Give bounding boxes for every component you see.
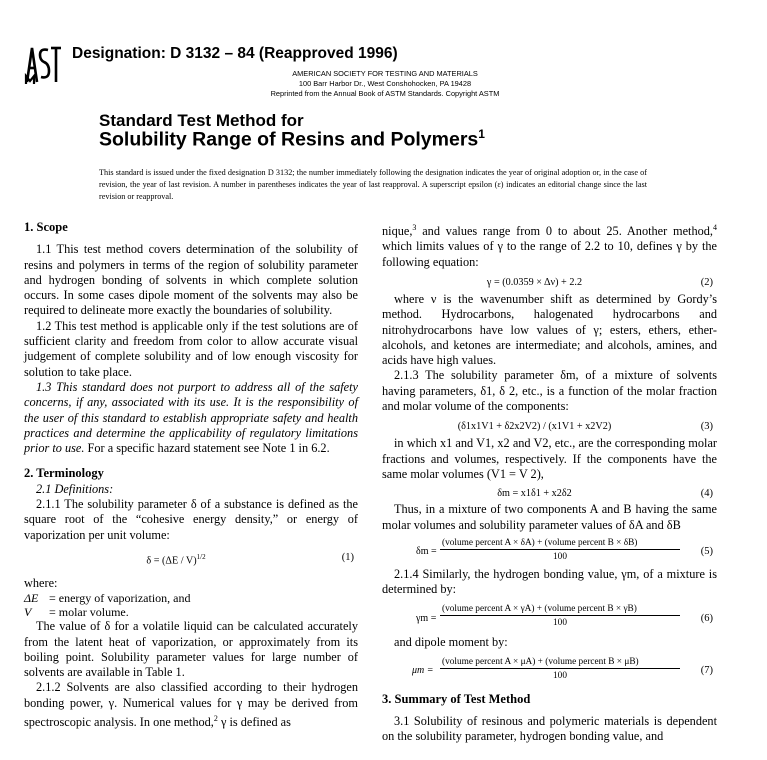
para-value: The value of δ for a volatile liquid can be calculated accurately from the latent heat of vaporization, or approximately from its boiling point. Solubility parameter values for large number of solvents are available in Table 1. — [24, 619, 358, 680]
equation-5-number: (5) — [700, 545, 713, 557]
para-2-1-2-text: 2.1.2 Solvents are also classified according to their hydrogen bonding power, γ. Numerical values for γ may be derived from spectroscopic analysis. In one method, — [24, 680, 358, 730]
title-footnote-mark: 1 — [478, 127, 485, 141]
definition-delta-e — [24, 591, 358, 605]
para-2-1-2 — [24, 680, 358, 730]
designation: Designation: D 3132 – 84 (Reapproved 1996) — [72, 45, 398, 62]
para-2-1-1: 2.1.1 The solubility parameter δ of a substance is defined as the square root of the “cohesive energy density,” or energy of vaporization per unit volume: — [24, 497, 358, 542]
definition-v — [24, 605, 358, 619]
para-1-3 — [24, 380, 358, 456]
equation-6-numerator: (volume percent A × γA) + (volume percent B × γB) — [442, 604, 637, 615]
left-column — [24, 220, 358, 730]
where-label: where: — [24, 575, 58, 590]
para-molar-fractions: in which x1 and V1, x2 and V2, etc., are the corresponding molar fractions and volumes, respectively. If the components have the same molar volumes (V1 = V 2), — [382, 436, 717, 481]
equation-4-body: δm = x1δ1 + x2δ2 — [497, 488, 572, 500]
terminology-heading: 2. Terminology — [24, 466, 104, 481]
para-2-1-4: 2.1.4 Similarly, the hydrogen bonding value, γm, of a mixture is determined by: — [382, 566, 717, 597]
equation-3 — [382, 414, 717, 436]
para-1-2: 1.2 This test method is applicable only if the test solutions are of sufficient clarity and freedom from color to allow accurate visual judgement of complete solubility and of low enough viscosity for solution to take place. — [24, 318, 358, 379]
equation-6-denominator: 100 — [553, 618, 567, 629]
para-3-1: 3.1 Solubility of resinous and polymeric materials is dependent on the solubility parameter, hydrogen bonding value, and — [382, 714, 717, 744]
continued-text-c: which limits values of γ to the range of 2.2 to 10, defines γ by the following equation: — [382, 239, 717, 269]
equation-4-number: (4) — [700, 488, 713, 500]
equation-3-body: (δ1x1V1 + δ2x2V2) / (x1V1 + x2V2) — [457, 421, 612, 433]
footnote-2-mark: 2 — [213, 714, 218, 724]
equation-1-body: δ = (ΔE / V) — [146, 555, 197, 567]
equation-4 — [382, 482, 717, 502]
equation-7-number: (7) — [700, 664, 713, 676]
para-2-1-2-tail: γ is defined as — [217, 715, 291, 730]
summary-heading: 3. Summary of Test Method — [382, 691, 531, 706]
para-mixture: Thus, in a mixture of two components A and B having the same molar volumes and solubility parameter values of δA and δB — [382, 502, 717, 532]
equation-5-lhs: δm = — [416, 545, 437, 557]
para-gamma-classes: where ν is the wavenumber shift as determined by Gordy’s method. Hydrocarbons, halogenated hydrocarbons and nitrohydrocarbons have low values of γ; esters, ethers, ether-alcohols, and ketones are intermediate; and alcohols, amines, and acids have high values. — [382, 291, 717, 368]
para-1-3-tail: For a specific hazard statement see Note 1 in 6.2. — [84, 441, 330, 456]
astm-logo — [24, 42, 64, 86]
equation-2 — [382, 270, 717, 292]
reprint-note: Reprinted from the Annual Book of ASTM Standards. Copyright ASTM — [270, 89, 500, 98]
title-line-1: Standard Test Method for — [99, 111, 304, 130]
equation-2-number: (2) — [700, 276, 713, 288]
para-dipole: and dipole moment by: — [394, 635, 508, 650]
publisher-name: AMERICAN SOCIETY FOR TESTING AND MATERIALS — [292, 69, 478, 78]
right-column — [382, 220, 717, 745]
continued-text-b: and values range from 0 to about 25. Another method, — [416, 224, 713, 239]
equation-2-body: γ = (0.0359 × Δν) + 2.2 — [486, 276, 583, 288]
para-2-1-2-continued — [382, 220, 717, 270]
para-2-1-3: 2.1.3 The solubility parameter δm, of a mixture of solvents having parameters, δ1, δ 2, etc., is a function of the molar fraction and molar volume of the components: — [382, 368, 717, 414]
publisher-address: 100 Barr Harbor Dr., West Conshohocken, PA 19428 — [298, 79, 472, 88]
equation-6-lhs: γm = — [416, 613, 437, 625]
title-text: Solubility Range of Resins and Polymers — [99, 128, 479, 151]
equation-7-lhs: μm = — [412, 664, 434, 676]
para-1-3-italic: 1.3 This standard does not purport to address all of the safety concerns, if any, associated with its use. It is the responsibility of the user of this standard to establish appropriate safety and health practices and determine the applicability of regulatory limitations prior to use. — [24, 379, 358, 456]
equation-5-numerator: (volume percent A × δA) + (volume percent B × δB) — [442, 537, 638, 548]
continued-text-a: nique, — [382, 224, 413, 239]
equation-5 — [382, 533, 717, 567]
v-text: = molar volume. — [49, 605, 129, 620]
equation-6-number: (6) — [700, 613, 713, 625]
equation-7-numerator: (volume percent A × μA) + (volume percent B × μB) — [442, 656, 639, 667]
equation-3-number: (3) — [700, 421, 713, 433]
equation-7-denominator: 100 — [553, 670, 567, 681]
para-1-1: 1.1 This test method covers determination of the solubility of resins and polymers in terms of the region of solubility parameter and hydrogen bonding of solvents in which complete solution occurs. In some cases dipole moment of the solvents may also be required to delineate more exactly the boundaries of solubility. — [24, 242, 358, 318]
equation-1 — [24, 543, 358, 569]
delta-e-symbol: ΔE — [24, 591, 39, 606]
scope-heading: 1. Scope — [24, 220, 68, 234]
equation-7 — [382, 651, 717, 687]
equation-6 — [382, 597, 717, 635]
para-2-1: 2.1 Definitions: — [36, 481, 114, 496]
equation-1-exponent: 1/2 — [196, 552, 206, 561]
footnote-4-mark: 4 — [713, 223, 717, 232]
equation-5-denominator: 100 — [553, 551, 567, 562]
equation-1-number: (1) — [341, 551, 354, 563]
v-symbol: V — [24, 605, 32, 620]
footnote-3-mark: 3 — [412, 223, 417, 232]
issued-note: This standard is issued under the fixed designation D 3132; the number immediately following the designation indicates the year of original adoption or, in the case of revision, the year of last revision. A number in parentheses indicates the year of last reapproval. A superscript epsilon (ε) indicates an editorial change since the last revision or reapproval. — [99, 168, 647, 202]
delta-e-text: = energy of vaporization, and — [49, 591, 191, 606]
title-line-2 — [99, 127, 485, 152]
